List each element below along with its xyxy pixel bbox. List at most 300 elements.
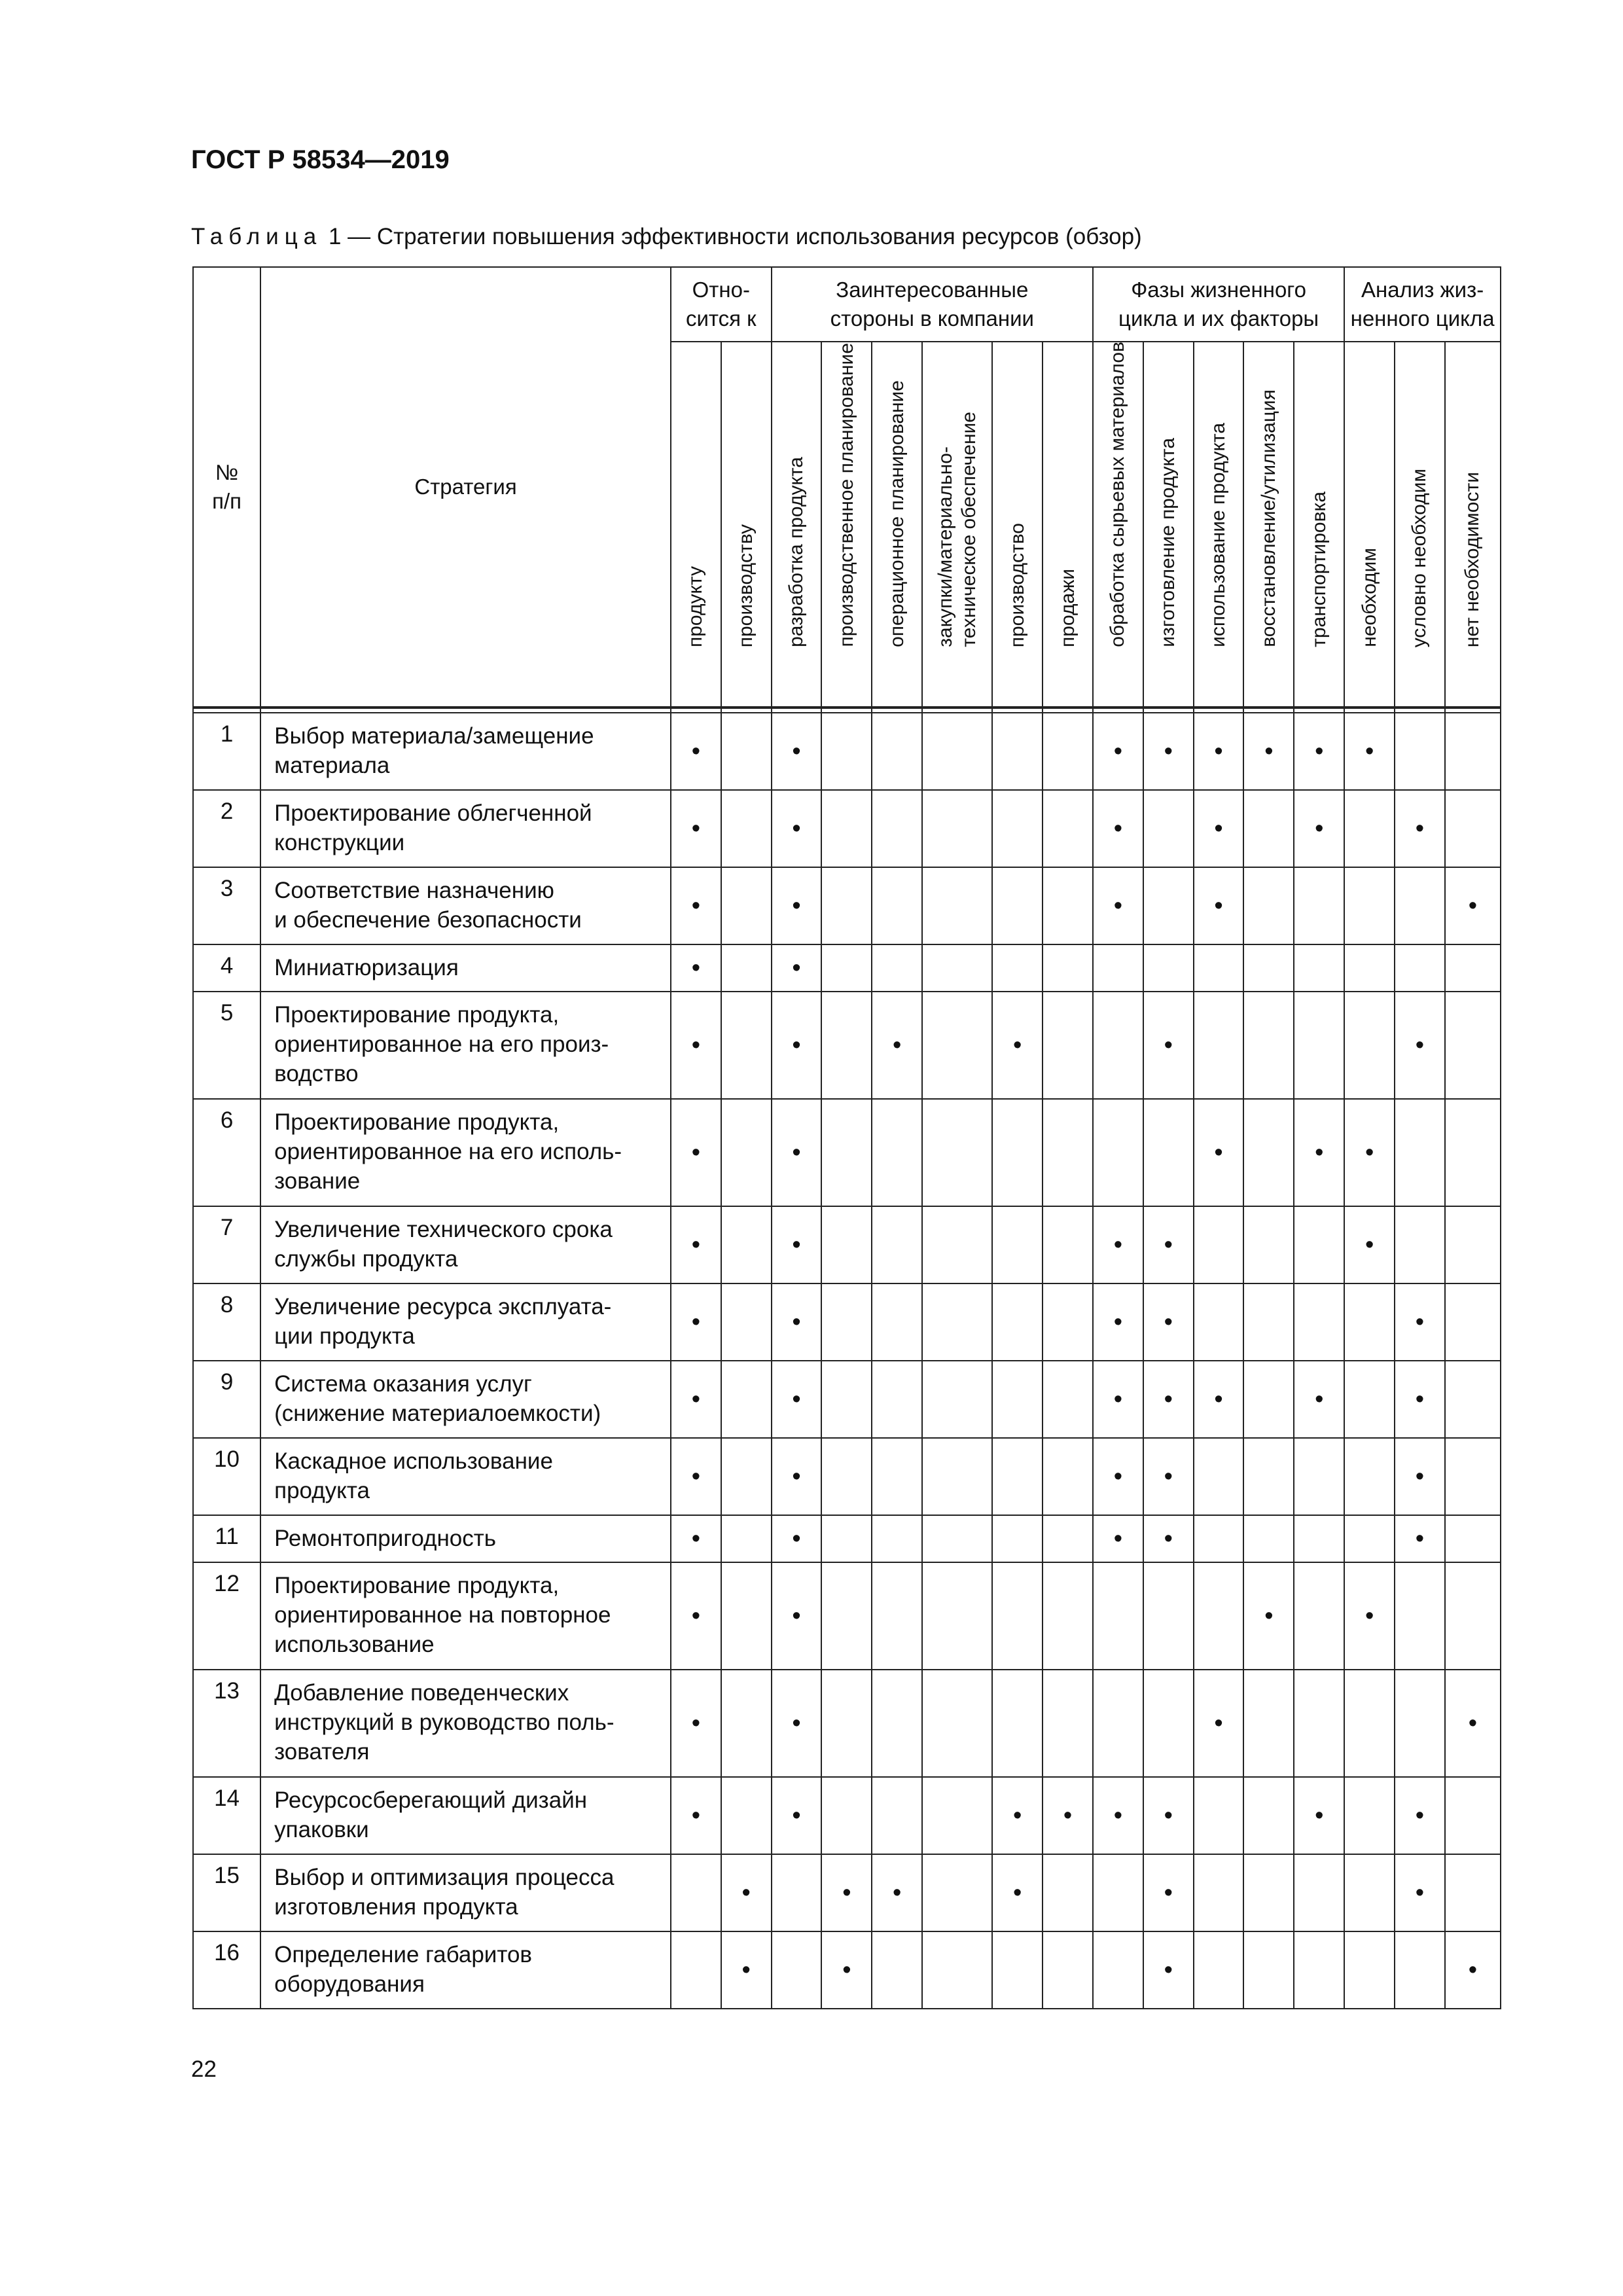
mark-cell	[1194, 1438, 1244, 1515]
bullet-mark: •	[1315, 738, 1324, 765]
bullet-mark: •	[1315, 1139, 1324, 1166]
mark-cell	[872, 1283, 922, 1361]
mark-cell	[872, 1854, 922, 1931]
row-number: 2	[193, 790, 260, 867]
strategy-name: Выбор материала/замещение материала	[260, 713, 671, 790]
mark-cell	[872, 992, 922, 1099]
mark-cell	[1395, 992, 1445, 1099]
mark-cell	[1395, 790, 1445, 867]
separator-cell	[721, 708, 772, 713]
column-header	[821, 342, 872, 708]
mark-cell	[721, 1931, 772, 2009]
mark-cell	[1445, 1438, 1501, 1515]
bullet-mark: •	[1113, 1802, 1123, 1829]
bullet-mark: •	[1113, 1231, 1123, 1259]
mark-cell	[671, 867, 721, 944]
mark-cell	[922, 992, 992, 1099]
mark-cell	[772, 1438, 822, 1515]
mark-cell	[821, 790, 872, 867]
bullet-mark: •	[1415, 1031, 1425, 1059]
mark-cell	[1445, 867, 1501, 944]
mark-cell	[772, 1670, 822, 1777]
mark-cell	[1043, 1438, 1093, 1515]
bullet-mark: •	[1113, 815, 1123, 842]
mark-cell	[1043, 1931, 1093, 2009]
column-header-label: производству	[735, 524, 757, 647]
bullet-mark: •	[792, 738, 801, 765]
row-number: 9	[193, 1361, 260, 1438]
mark-cell	[1143, 790, 1194, 867]
mark-cell	[992, 1670, 1043, 1777]
bullet-mark: •	[792, 1308, 801, 1336]
mark-cell	[992, 1361, 1043, 1438]
bullet-mark: •	[792, 1602, 801, 1630]
separator-cell	[193, 708, 260, 713]
mark-cell	[1093, 867, 1143, 944]
mark-cell	[1294, 944, 1344, 992]
mark-cell	[1093, 1206, 1143, 1283]
mark-cell	[821, 1283, 872, 1361]
mark-cell	[1143, 1283, 1194, 1361]
bullet-mark: •	[1415, 1386, 1425, 1413]
mark-cell	[772, 1283, 822, 1361]
column-header-label: использование продукта	[1207, 423, 1230, 647]
mark-cell	[821, 944, 872, 992]
separator-cell	[922, 708, 992, 713]
mark-cell	[1243, 1361, 1294, 1438]
separator-cell	[1344, 708, 1395, 713]
mark-cell	[772, 1361, 822, 1438]
bullet-mark: •	[842, 1879, 851, 1907]
bullet-mark: •	[1164, 1031, 1173, 1059]
row-number: 6	[193, 1099, 260, 1206]
mark-cell	[671, 1777, 721, 1854]
bullet-mark: •	[893, 1031, 902, 1059]
mark-cell	[872, 1931, 922, 2009]
bullet-mark: •	[1164, 1802, 1173, 1829]
mark-cell	[1143, 1670, 1194, 1777]
mark-cell	[821, 1562, 872, 1670]
mark-cell	[1093, 1777, 1143, 1854]
mark-cell	[671, 1206, 721, 1283]
mark-cell	[1395, 1099, 1445, 1206]
column-header	[1243, 342, 1294, 708]
mark-cell	[1143, 1099, 1194, 1206]
mark-cell	[1194, 713, 1244, 790]
mark-cell	[1194, 1099, 1244, 1206]
bullet-mark: •	[691, 1525, 701, 1552]
row-number: 8	[193, 1283, 260, 1361]
mark-cell	[772, 1562, 822, 1670]
mark-cell	[671, 992, 721, 1099]
mark-cell	[1294, 1854, 1344, 1931]
num-header-label: № п/п	[212, 460, 242, 513]
mark-cell	[821, 1515, 872, 1562]
mark-cell	[1093, 1515, 1143, 1562]
bullet-mark: •	[1063, 1802, 1073, 1829]
bullet-mark: •	[1164, 738, 1173, 765]
mark-cell	[1445, 1562, 1501, 1670]
row-number: 3	[193, 867, 260, 944]
mark-cell	[992, 992, 1043, 1099]
separator-cell	[872, 708, 922, 713]
separator-cell	[1445, 708, 1501, 713]
mark-cell	[922, 1099, 992, 1206]
mark-cell	[1194, 790, 1244, 867]
mark-cell	[992, 1777, 1043, 1854]
bullet-mark: •	[1164, 1386, 1173, 1413]
mark-cell	[1043, 1854, 1093, 1931]
bullet-mark: •	[1013, 1031, 1022, 1059]
mark-cell	[772, 867, 822, 944]
mark-cell	[821, 992, 872, 1099]
separator-cell	[671, 708, 721, 713]
mark-cell	[1143, 867, 1194, 944]
bullet-mark: •	[792, 1386, 801, 1413]
bullet-mark: •	[792, 954, 801, 982]
mark-cell	[671, 1931, 721, 2009]
row-number: 11	[193, 1515, 260, 1562]
page-number: 22	[191, 2056, 217, 2082]
mark-cell	[1143, 713, 1194, 790]
mark-cell	[1043, 867, 1093, 944]
mark-cell	[1344, 1438, 1395, 1515]
mark-cell	[1043, 1206, 1093, 1283]
mark-cell	[1143, 992, 1194, 1099]
mark-cell	[772, 1777, 822, 1854]
mark-cell	[1243, 1777, 1294, 1854]
group-header	[1344, 267, 1501, 342]
column-header	[922, 342, 992, 708]
column-header-label: закупки/материально- техническое обеспечение	[934, 412, 980, 647]
bullet-mark: •	[691, 738, 701, 765]
table-row	[193, 1099, 1501, 1206]
bullet-mark: •	[792, 1463, 801, 1490]
mark-cell	[1143, 1931, 1194, 2009]
mark-cell	[671, 790, 721, 867]
mark-cell	[992, 944, 1043, 992]
bullet-mark: •	[741, 1879, 751, 1907]
bullet-mark: •	[792, 1139, 801, 1166]
mark-cell	[1243, 992, 1294, 1099]
mark-cell	[1395, 1206, 1445, 1283]
mark-cell	[1143, 1562, 1194, 1670]
column-header-label: разработка продукта	[785, 457, 808, 647]
group-header-label: Заинтересованные стороны в компании	[830, 278, 1034, 331]
mark-cell	[721, 1206, 772, 1283]
mark-cell	[1093, 1562, 1143, 1670]
table-caption-label: Таблица	[191, 224, 323, 249]
mark-cell	[1093, 944, 1143, 992]
mark-cell	[721, 1283, 772, 1361]
mark-cell	[671, 1670, 721, 1777]
mark-cell	[1344, 713, 1395, 790]
bullet-mark: •	[842, 1956, 851, 1984]
mark-cell	[821, 1670, 872, 1777]
mark-cell	[671, 1099, 721, 1206]
mark-cell	[1243, 1283, 1294, 1361]
mark-cell	[1043, 1283, 1093, 1361]
table-row	[193, 1515, 1501, 1562]
mark-cell	[992, 1283, 1043, 1361]
bullet-mark: •	[1264, 1602, 1274, 1630]
header-row-groups	[193, 267, 1501, 342]
mark-cell	[1243, 790, 1294, 867]
column-header	[721, 342, 772, 708]
mark-cell	[1294, 992, 1344, 1099]
mark-cell	[1294, 1670, 1344, 1777]
mark-cell	[1294, 1777, 1344, 1854]
mark-cell	[721, 992, 772, 1099]
mark-cell	[992, 713, 1043, 790]
table-row	[193, 1283, 1501, 1361]
mark-cell	[1344, 1099, 1395, 1206]
column-header-label: производство	[1006, 522, 1028, 647]
mark-cell	[1093, 713, 1143, 790]
column-header-label: восстановление/утилизация	[1257, 389, 1279, 647]
mark-cell	[922, 1854, 992, 1931]
bullet-mark: •	[1415, 1879, 1425, 1907]
mark-cell	[1344, 1562, 1395, 1670]
column-header	[1344, 342, 1395, 708]
bullet-mark: •	[691, 1602, 701, 1630]
column-header	[1294, 342, 1344, 708]
mark-cell	[721, 1438, 772, 1515]
bullet-mark: •	[1315, 1802, 1324, 1829]
mark-cell	[1445, 1361, 1501, 1438]
mark-cell	[1043, 1361, 1093, 1438]
mark-cell	[1344, 992, 1395, 1099]
mark-cell	[992, 1562, 1043, 1670]
bullet-mark: •	[691, 1139, 701, 1166]
column-header	[992, 342, 1043, 708]
bullet-mark: •	[893, 1879, 902, 1907]
mark-cell	[922, 1438, 992, 1515]
column-header	[1043, 342, 1093, 708]
mark-cell	[1395, 1361, 1445, 1438]
mark-cell	[1395, 867, 1445, 944]
strategy-name: Проектирование продукта, ориентированное на его произ- водство	[260, 992, 671, 1099]
mark-cell	[872, 790, 922, 867]
mark-cell	[922, 1562, 992, 1670]
bullet-mark: •	[691, 1710, 701, 1737]
table-row	[193, 1854, 1501, 1931]
mark-cell	[1093, 1438, 1143, 1515]
mark-cell	[721, 944, 772, 992]
row-number: 7	[193, 1206, 260, 1283]
mark-cell	[1294, 867, 1344, 944]
bullet-mark: •	[1113, 738, 1123, 765]
column-header	[1395, 342, 1445, 708]
mark-cell	[1043, 944, 1093, 992]
mark-cell	[1043, 992, 1093, 1099]
mark-cell	[821, 713, 872, 790]
mark-cell	[1043, 1670, 1093, 1777]
bullet-mark: •	[1214, 738, 1223, 765]
column-header	[1445, 342, 1501, 708]
bullet-mark: •	[1013, 1879, 1022, 1907]
mark-cell	[1093, 992, 1143, 1099]
mark-cell	[922, 1206, 992, 1283]
mark-cell	[1243, 713, 1294, 790]
mark-cell	[671, 1283, 721, 1361]
column-header	[872, 342, 922, 708]
mark-cell	[872, 713, 922, 790]
mark-cell	[721, 1562, 772, 1670]
row-number: 13	[193, 1670, 260, 1777]
mark-cell	[1445, 1777, 1501, 1854]
strategy-name: Определение габаритов оборудования	[260, 1931, 671, 2009]
mark-cell	[1395, 713, 1445, 790]
mark-cell	[772, 944, 822, 992]
mark-cell	[1093, 1099, 1143, 1206]
bullet-mark: •	[792, 815, 801, 842]
mark-cell	[772, 1099, 822, 1206]
bullet-mark: •	[1468, 1956, 1478, 1984]
mark-cell	[772, 1206, 822, 1283]
mark-cell	[1344, 1777, 1395, 1854]
mark-cell	[1093, 1670, 1143, 1777]
mark-cell	[721, 1777, 772, 1854]
bullet-mark: •	[792, 1031, 801, 1059]
group-header-label: Анализ жиз- ненного цикла	[1350, 278, 1495, 331]
mark-cell	[1243, 1931, 1294, 2009]
mark-cell	[671, 1854, 721, 1931]
group-header	[772, 267, 1093, 342]
bullet-mark: •	[1164, 1308, 1173, 1336]
bullet-mark: •	[1113, 1308, 1123, 1336]
table-row	[193, 867, 1501, 944]
column-header-label: операционное планирование	[885, 380, 908, 647]
mark-cell	[1344, 1283, 1395, 1361]
mark-cell	[1194, 1854, 1244, 1931]
mark-cell	[1243, 867, 1294, 944]
mark-cell	[721, 790, 772, 867]
mark-cell	[1243, 944, 1294, 992]
mark-cell	[872, 1777, 922, 1854]
row-number: 15	[193, 1854, 260, 1931]
mark-cell	[1344, 1854, 1395, 1931]
mark-cell	[1445, 1670, 1501, 1777]
strategy-name: Добавление поведенческих инструкций в руководство поль- зователя	[260, 1670, 671, 1777]
bullet-mark: •	[1164, 1525, 1173, 1552]
bullet-mark: •	[1113, 1463, 1123, 1490]
mark-cell	[872, 1206, 922, 1283]
mark-cell	[1243, 1562, 1294, 1670]
mark-cell	[872, 1670, 922, 1777]
mark-cell	[1395, 1777, 1445, 1854]
mark-cell	[721, 1099, 772, 1206]
bullet-mark: •	[1415, 1802, 1425, 1829]
mark-cell	[821, 1854, 872, 1931]
mark-cell	[821, 1777, 872, 1854]
column-header	[772, 342, 822, 708]
bullet-mark: •	[1415, 1308, 1425, 1336]
table-row	[193, 790, 1501, 867]
column-header-label: обработка сырьевых материалов	[1107, 342, 1129, 647]
bullet-mark: •	[691, 892, 701, 920]
mark-cell	[1243, 1438, 1294, 1515]
strategy-name: Проектирование облегченной конструкции	[260, 790, 671, 867]
mark-cell	[1445, 1206, 1501, 1283]
mark-cell	[1445, 1099, 1501, 1206]
mark-cell	[1194, 1283, 1244, 1361]
group-header	[671, 267, 772, 342]
table-row	[193, 944, 1501, 992]
column-header-label: нет необходимости	[1461, 471, 1484, 647]
mark-cell	[1344, 1515, 1395, 1562]
mark-cell	[1445, 992, 1501, 1099]
mark-cell	[772, 992, 822, 1099]
bullet-mark: •	[1214, 1710, 1223, 1737]
mark-cell	[1395, 1854, 1445, 1931]
mark-cell	[1294, 1515, 1344, 1562]
row-number: 5	[193, 992, 260, 1099]
mark-cell	[922, 1515, 992, 1562]
mark-cell	[1243, 1206, 1294, 1283]
mark-cell	[1243, 1099, 1294, 1206]
mark-cell	[1395, 1438, 1445, 1515]
mark-cell	[1194, 1670, 1244, 1777]
mark-cell	[1445, 713, 1501, 790]
strategy-name: Ремонтопригодность	[260, 1515, 671, 1562]
mark-cell	[1294, 1562, 1344, 1670]
mark-cell	[1143, 1361, 1194, 1438]
mark-cell	[1294, 1099, 1344, 1206]
mark-cell	[1294, 1438, 1344, 1515]
separator-cell	[1395, 708, 1445, 713]
mark-cell	[1093, 1283, 1143, 1361]
mark-cell	[1445, 1515, 1501, 1562]
header-separator-row	[193, 708, 1501, 713]
separator-cell	[1143, 708, 1194, 713]
mark-cell	[872, 944, 922, 992]
bullet-mark: •	[1364, 1602, 1374, 1630]
table-caption-text: 1 — Стратегии повышения эффективности использования ресурсов (обзор)	[322, 224, 1142, 249]
mark-cell	[1143, 1438, 1194, 1515]
separator-cell	[772, 708, 822, 713]
bullet-mark: •	[1468, 892, 1478, 920]
mark-cell	[772, 1515, 822, 1562]
table-row	[193, 1438, 1501, 1515]
bullet-mark: •	[691, 1231, 701, 1259]
strategy-name: Миниатюризация	[260, 944, 671, 992]
mark-cell	[1143, 944, 1194, 992]
mark-cell	[671, 713, 721, 790]
mark-cell	[772, 713, 822, 790]
column-header-label: транспортировка	[1308, 492, 1330, 647]
mark-cell	[1344, 790, 1395, 867]
mark-cell	[721, 1515, 772, 1562]
strategy-name: Выбор и оптимизация процесса изготовления продукта	[260, 1854, 671, 1931]
mark-cell	[1043, 790, 1093, 867]
bullet-mark: •	[1214, 1139, 1223, 1166]
document-id: ГОСТ Р 58534—2019	[191, 145, 450, 174]
bullet-mark: •	[1315, 1386, 1324, 1413]
bullet-mark: •	[792, 1525, 801, 1552]
mark-cell	[1143, 1854, 1194, 1931]
mark-cell	[872, 1361, 922, 1438]
strategy-name: Проектирование продукта, ориентированное на повторное использование	[260, 1562, 671, 1670]
mark-cell	[1445, 1283, 1501, 1361]
bullet-mark: •	[691, 1802, 701, 1829]
column-header	[1194, 342, 1244, 708]
mark-cell	[1395, 1670, 1445, 1777]
mark-cell	[992, 1854, 1043, 1931]
mark-cell	[1294, 713, 1344, 790]
bullet-mark: •	[1214, 815, 1223, 842]
strategy-name: Соответствие назначению и обеспечение безопасности	[260, 867, 671, 944]
